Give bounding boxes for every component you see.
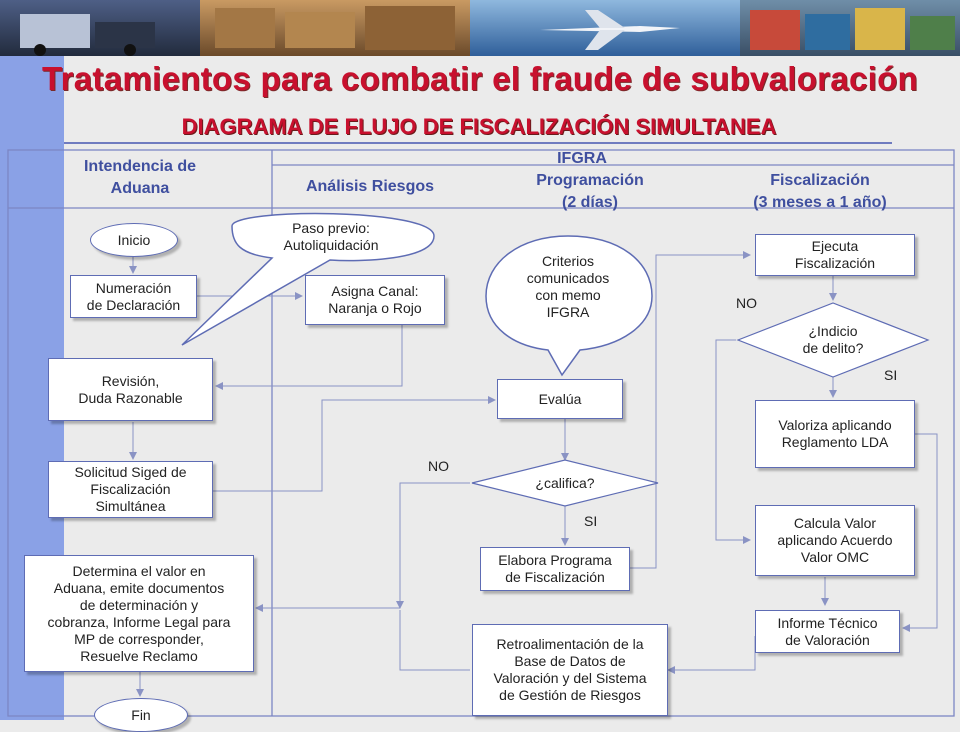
page-subtitle: DIAGRAMA DE FLUJO DE FISCALIZACIÓN SIMULTANEA [181, 114, 777, 139]
paso-previo-callout: Paso previo: Autoliquidación [283, 220, 379, 253]
lane-header-programacion: Programación (2 días) [536, 172, 644, 211]
evalua-node: Evalúa [497, 379, 623, 419]
indicio-label: ¿Indicio de delito? [802, 323, 864, 356]
lane-header-aduana: Intendencia de Aduana [83, 158, 197, 197]
fin-node: Fin [94, 698, 188, 732]
asigna-canal-node: Asigna Canal: Naranja o Rojo [305, 275, 445, 325]
indicio-si-label: SI [884, 367, 898, 383]
revision-node: Revisión, Duda Razonable [48, 358, 213, 421]
solicitud-node: Solicitud Siged de Fiscalización Simultánea [48, 461, 213, 518]
calcula-valor-node: Calcula Valor aplicando Acuerdo Valor OMC [755, 505, 915, 576]
califica-label: ¿califica? [535, 475, 595, 491]
califica-si-label: SI [584, 513, 598, 529]
determina-node: Determina el valor en Aduana, emite documentos de determinación y cobranza, Informe Legal para MP de corresponder, Resuelve Reclamo [24, 555, 254, 672]
califica-no-label: NO [428, 458, 449, 474]
inicio-node: Inicio [90, 223, 178, 257]
page-title: Tratamientos para combatir el fraude de subvaloración [42, 60, 918, 97]
valoriza-node: Valoriza aplicando Reglamento LDA [755, 400, 915, 468]
lane-header-ifgra: IFGRA [557, 150, 607, 167]
indicio-no-label: NO [736, 295, 757, 311]
elabora-programa-node: Elabora Programa de Fiscalización [480, 547, 630, 591]
lane-header-fiscalizacion: Fiscalización (3 meses a 1 año) [753, 172, 887, 211]
lane-header-riesgos: Análisis Riesgos [305, 178, 435, 195]
retroalimentacion-node: Retroalimentación de la Base de Datos de Valoración y del Sistema de Gestión de Riesgos [472, 624, 668, 716]
informe-tecnico-node: Informe Técnico de Valoración [755, 610, 900, 653]
ejecuta-fiscalizacion-node: Ejecuta Fiscalización [755, 234, 915, 276]
numeracion-node: Numeración de Declaración [70, 275, 197, 318]
criterios-callout: Criterios comunicados con memo IFGRA [526, 253, 610, 320]
